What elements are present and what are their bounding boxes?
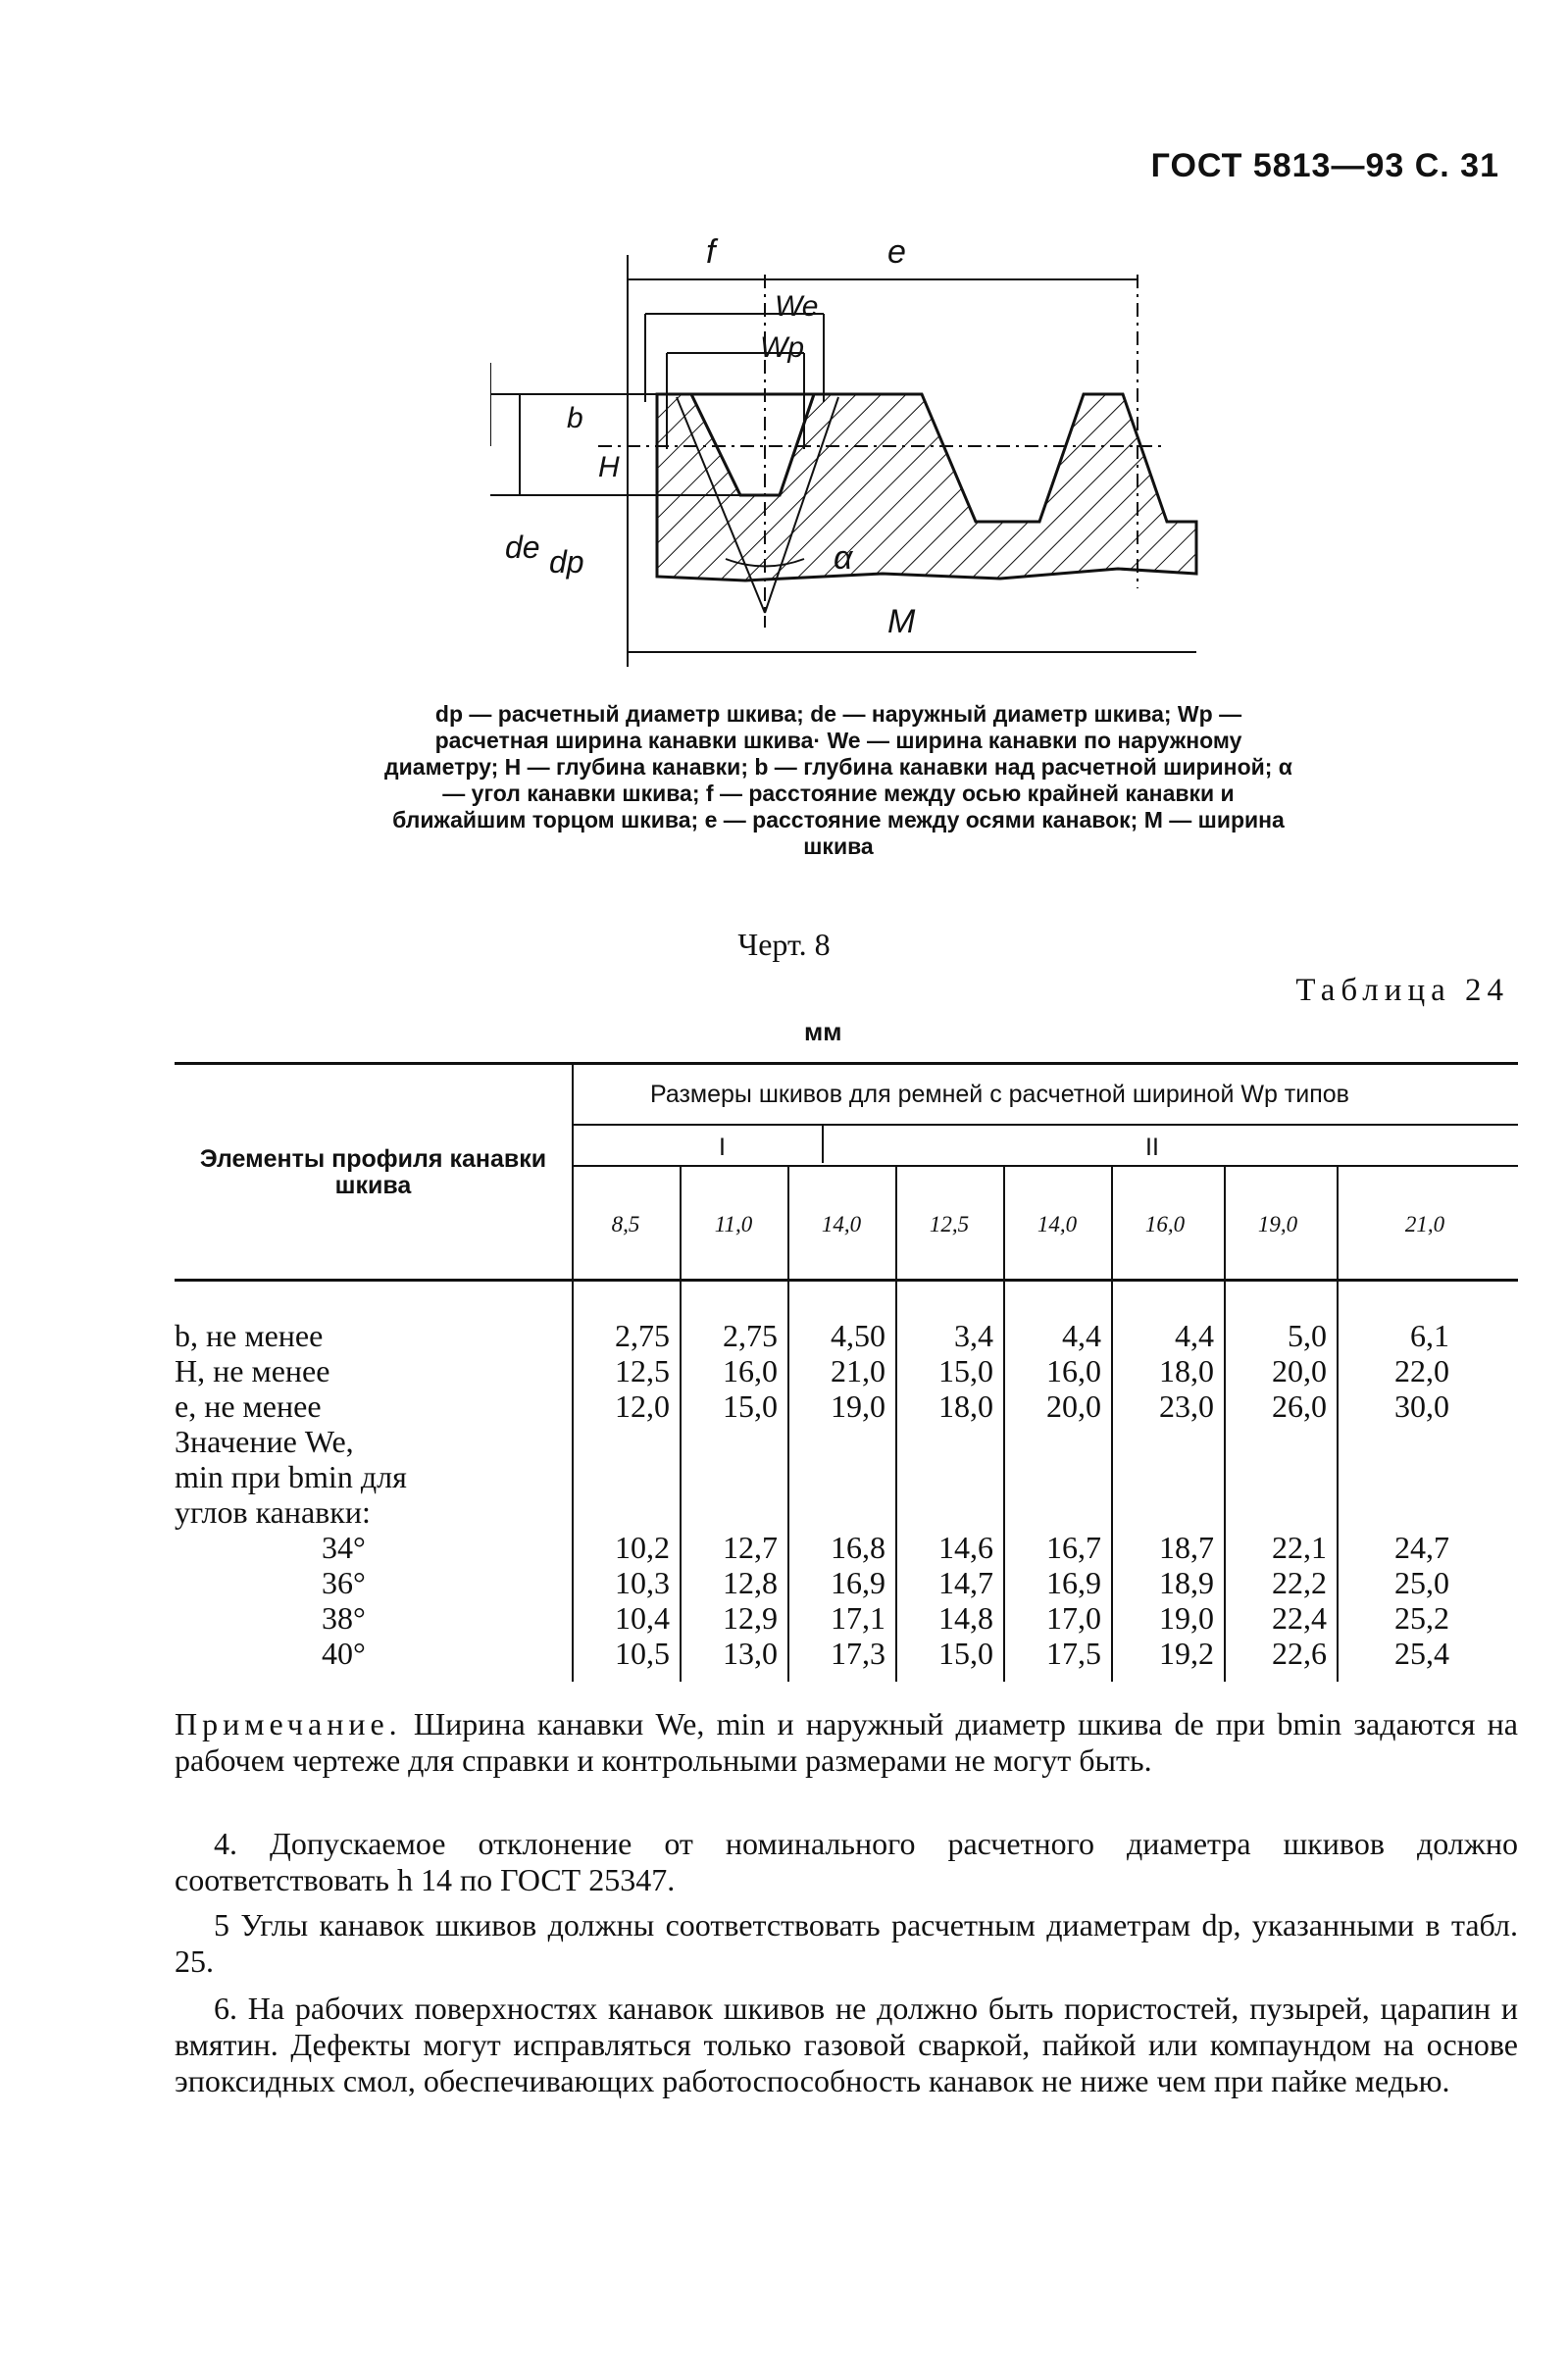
table-header bbox=[175, 1065, 1518, 1281]
table-cell: 15,0 bbox=[723, 1388, 778, 1424]
table-cell: 12,5 bbox=[615, 1353, 670, 1388]
label-e: e bbox=[887, 233, 906, 271]
col-divider bbox=[1337, 1165, 1339, 1281]
width-head: 8,5 bbox=[611, 1212, 640, 1236]
body-divider bbox=[1337, 1280, 1339, 1682]
width-head: 16,0 bbox=[1144, 1212, 1186, 1236]
table-cell: 22,2 bbox=[1272, 1565, 1327, 1600]
width-head: 12,5 bbox=[929, 1212, 970, 1236]
table-title: Таблица 24 bbox=[1295, 973, 1509, 1008]
table-units: мм bbox=[804, 1017, 842, 1046]
table-cell: 18,0 bbox=[938, 1388, 993, 1424]
width-head: 11,0 bbox=[714, 1212, 753, 1236]
type-divider bbox=[822, 1124, 824, 1163]
paragraph-5 bbox=[175, 1907, 1518, 1980]
table-cell: 17,5 bbox=[1046, 1636, 1101, 1671]
table-cell: 13,0 bbox=[723, 1636, 778, 1671]
label-m: M bbox=[887, 603, 916, 640]
type-i-header: I bbox=[719, 1134, 726, 1161]
table-cell: 25,2 bbox=[1394, 1600, 1449, 1636]
table-cell: 15,0 bbox=[938, 1353, 993, 1388]
header-divider bbox=[572, 1065, 574, 1281]
table-cell: 12,7 bbox=[723, 1530, 778, 1565]
header-rule-1 bbox=[572, 1124, 1518, 1126]
row-label: Значение We, bbox=[175, 1424, 354, 1459]
table-cell: 3,4 bbox=[954, 1318, 993, 1353]
table-note bbox=[175, 1706, 1518, 1779]
row-label: 36° bbox=[322, 1565, 366, 1600]
paragraph-5-text: 5 Углы канавок шкивов должны соответствовать расчетным диаметрам dp, указанными в табл. 25. bbox=[175, 1907, 1518, 1979]
table-cell: 26,0 bbox=[1272, 1388, 1327, 1424]
width-head: 14,0 bbox=[1037, 1212, 1078, 1236]
table-cell: 18,0 bbox=[1159, 1353, 1214, 1388]
width-head: 19,0 bbox=[1257, 1212, 1298, 1236]
table-cell: 30,0 bbox=[1394, 1388, 1449, 1424]
legend-text: dp — расчетный диаметр шкива; de — наружный диаметр шкива; Wp — расчетная ширина канавки шкива· We — ширина канавки по наружному диаметру; H — глубина канавки; b — глубина канавки над расчетной шириной; α — угол канавки шкива; f — расстояние между осью крайней канавки и ближайшим торцом шкива; e — расстояние между осями канавок; M — ширина шкива bbox=[384, 701, 1292, 859]
table-cell: 22,0 bbox=[1394, 1353, 1449, 1388]
table-cell: 14,7 bbox=[938, 1565, 993, 1600]
table-cell: 12,0 bbox=[615, 1388, 670, 1424]
table-cell: 4,50 bbox=[831, 1318, 885, 1353]
table-cell: 19,2 bbox=[1159, 1636, 1214, 1671]
table-cell: 16,7 bbox=[1046, 1530, 1101, 1565]
table-cell: 10,5 bbox=[615, 1636, 670, 1671]
header-bottom-rule bbox=[175, 1279, 1518, 1282]
table-cell: 20,0 bbox=[1046, 1388, 1101, 1424]
table-cell: 17,0 bbox=[1046, 1600, 1101, 1636]
row-label: min при bmin для bbox=[175, 1459, 407, 1494]
table-cell: 10,4 bbox=[615, 1600, 670, 1636]
table-cell: 6,1 bbox=[1410, 1318, 1449, 1353]
type-ii-header: II bbox=[1145, 1134, 1159, 1161]
table-cell: 21,0 bbox=[831, 1353, 885, 1388]
table-cell: 22,6 bbox=[1272, 1636, 1327, 1671]
note-prefix: Примечание. bbox=[175, 1706, 402, 1741]
label-de: de bbox=[505, 530, 540, 565]
note-text: Ширина канавки We, min и наружный диаметр шкива de при bmin задаются на рабочем чертеже для справки и контрольными размерами не могут быть. bbox=[175, 1706, 1519, 1778]
row-label: H, не менее bbox=[175, 1353, 330, 1388]
table-cell: 19,0 bbox=[831, 1388, 885, 1424]
table-cell: 16,8 bbox=[831, 1530, 885, 1565]
table-cell: 5,0 bbox=[1288, 1318, 1327, 1353]
table-cell: 2,75 bbox=[615, 1318, 670, 1353]
page-header: ГОСТ 5813—93 С. 31 bbox=[1150, 147, 1499, 184]
table-cell: 17,3 bbox=[831, 1636, 885, 1671]
body-divider bbox=[1224, 1280, 1226, 1682]
table-cell: 17,1 bbox=[831, 1600, 885, 1636]
table-cell: 4,4 bbox=[1175, 1318, 1214, 1353]
group-header: Размеры шкивов для ремней с расчетной шириной Wp типов bbox=[650, 1081, 1349, 1108]
row-label: 38° bbox=[322, 1600, 366, 1636]
table-cell: 12,9 bbox=[723, 1600, 778, 1636]
label-wp: Wp bbox=[760, 331, 804, 364]
paragraph-6-text: 6. На рабочих поверхностях канавок шкивов не должно быть пористостей, пузырей, царапин и вмятин. Дефекты могут исправляться только газовой сваркой, пайкой или компаундом на основе эпоксидных смол, обеспечивающих работоспособность канавок не ниже чем при пайке медью. bbox=[175, 1991, 1518, 2098]
label-h: H bbox=[598, 451, 620, 483]
row-label: 40° bbox=[322, 1636, 366, 1671]
row-label: 34° bbox=[322, 1530, 366, 1565]
table-cell: 14,8 bbox=[938, 1600, 993, 1636]
table-cell: 4,4 bbox=[1062, 1318, 1101, 1353]
paragraph-6 bbox=[175, 1991, 1518, 2099]
table-cell: 24,7 bbox=[1394, 1530, 1449, 1565]
label-f: f bbox=[706, 233, 716, 271]
table-cell: 18,9 bbox=[1159, 1565, 1214, 1600]
table-cell: 18,7 bbox=[1159, 1530, 1214, 1565]
table-body bbox=[175, 1319, 1518, 1682]
label-b: b bbox=[567, 402, 583, 434]
row-label: e, не менее bbox=[175, 1388, 322, 1424]
table-cell: 16,0 bbox=[1046, 1353, 1101, 1388]
table-cell: 25,4 bbox=[1394, 1636, 1449, 1671]
drawing-legend bbox=[378, 701, 1299, 860]
table-cell: 16,9 bbox=[831, 1565, 885, 1600]
row-label-header: Элементы профиля канавки шкива bbox=[199, 1145, 547, 1199]
width-head: 21,0 bbox=[1404, 1212, 1445, 1236]
figure-caption: Черт. 8 bbox=[737, 927, 831, 962]
table-cell: 15,0 bbox=[938, 1636, 993, 1671]
table-cell: 23,0 bbox=[1159, 1388, 1214, 1424]
row-label: углов канавки: bbox=[175, 1494, 371, 1530]
table-cell: 2,75 bbox=[723, 1318, 778, 1353]
table-cell: 10,2 bbox=[615, 1530, 670, 1565]
label-dp: dp bbox=[549, 544, 584, 580]
table-cell: 12,8 bbox=[723, 1565, 778, 1600]
width-head: 14,0 bbox=[821, 1212, 862, 1236]
table-cell: 10,3 bbox=[615, 1565, 670, 1600]
header-rule-2 bbox=[572, 1165, 1518, 1167]
table-cell: 22,4 bbox=[1272, 1600, 1327, 1636]
table-cell: 16,9 bbox=[1046, 1565, 1101, 1600]
table-cell: 22,1 bbox=[1272, 1530, 1327, 1565]
body-divider bbox=[1111, 1280, 1113, 1682]
table-cell: 25,0 bbox=[1394, 1565, 1449, 1600]
label-we: We bbox=[775, 290, 819, 323]
paragraph-4-text: 4. Допускаемое отклонение от номинального расчетного диаметра шкивов должно соответствовать h 14 по ГОСТ 25347. bbox=[175, 1826, 1518, 1897]
label-alpha: α bbox=[834, 539, 853, 577]
table-cell: 19,0 bbox=[1159, 1600, 1214, 1636]
row-label: b, не менее bbox=[175, 1318, 324, 1353]
table-cell: 16,0 bbox=[723, 1353, 778, 1388]
paragraph-4 bbox=[175, 1826, 1518, 1898]
table-cell: 20,0 bbox=[1272, 1353, 1327, 1388]
table-cell: 14,6 bbox=[938, 1530, 993, 1565]
